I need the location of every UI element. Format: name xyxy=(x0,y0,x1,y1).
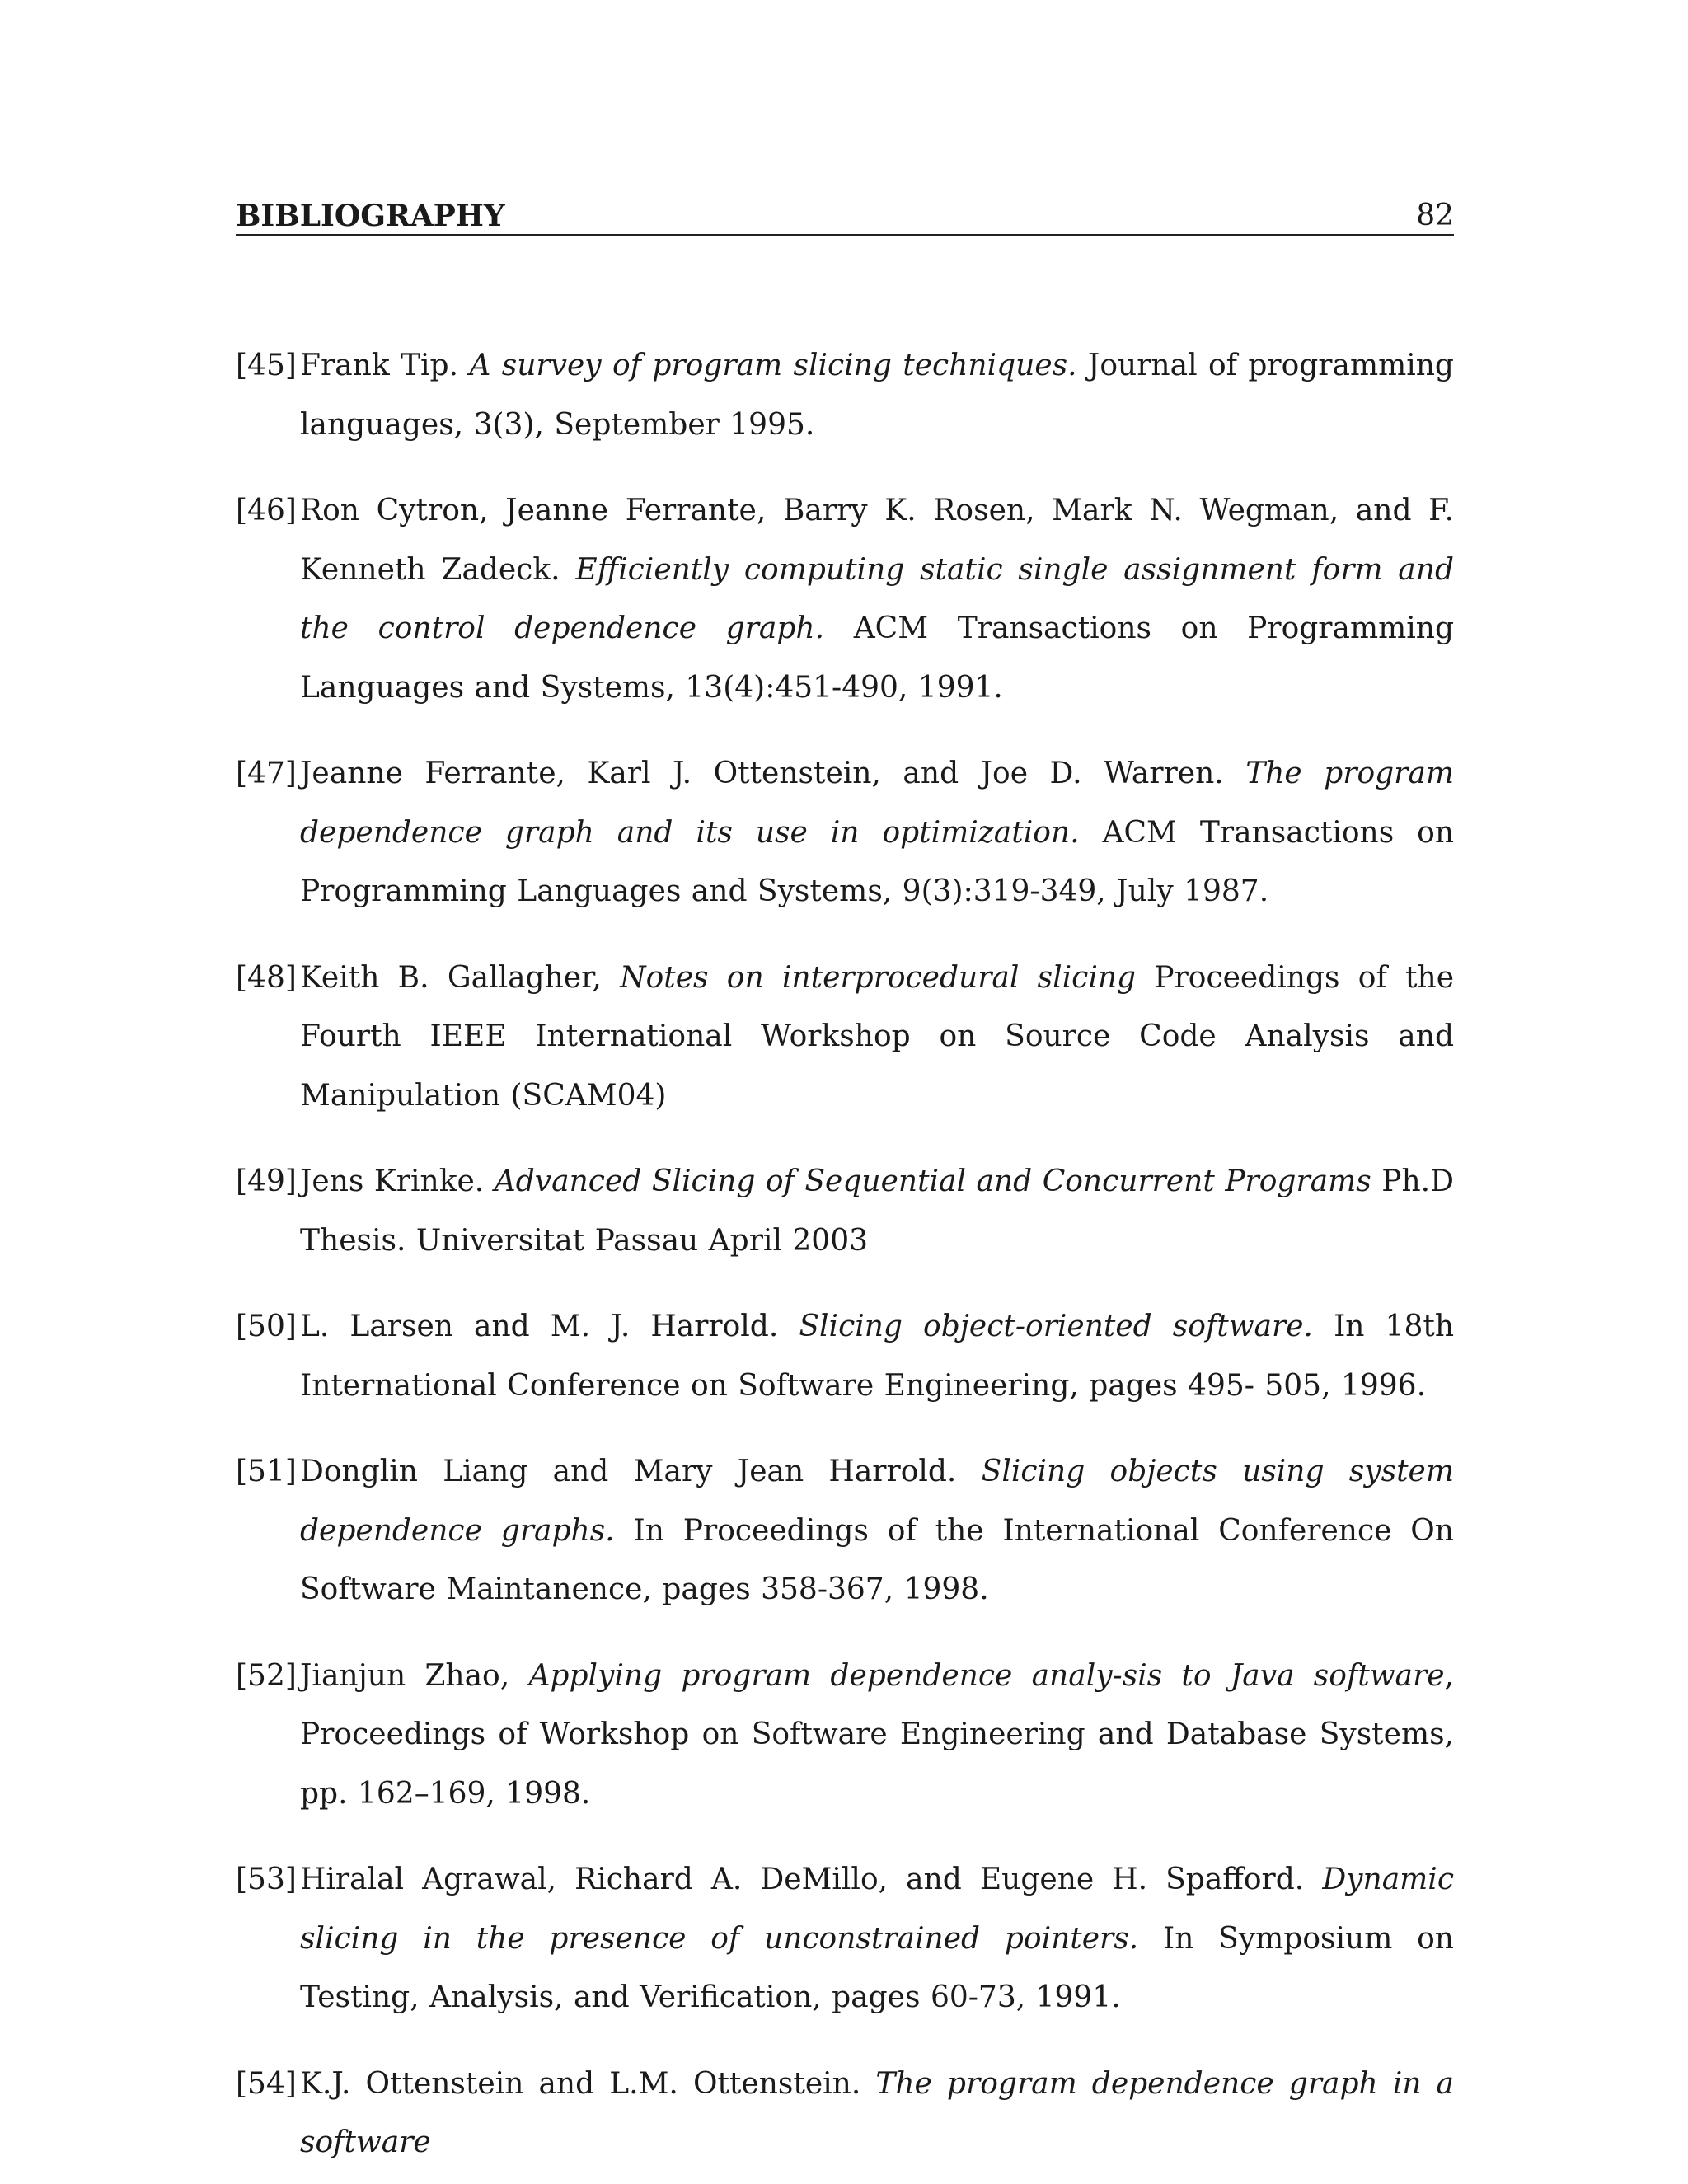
bib-title: Advanced Slicing of Sequential and Concurrent Programs xyxy=(494,1165,1372,1198)
bib-title: Dynamic slicing in the presence of unconstrained pointers. xyxy=(300,1863,1454,1956)
running-header xyxy=(236,198,1454,236)
bib-title: A survey of program slicing techniques. xyxy=(469,349,1077,382)
bib-authors: Keith B. Gallagher, xyxy=(300,960,602,995)
bib-venue: In Proceedings of the International Conference On Software Maintanence, pages 358-367, 1998. xyxy=(300,1513,1454,1606)
bib-entry-51 xyxy=(236,1442,1454,1619)
bib-entry-52 xyxy=(236,1647,1454,1824)
bib-number: [54] xyxy=(236,2066,297,2101)
bib-venue: ACM Transactions on Programming Languages and Systems, 13(4):451-490, 1991. xyxy=(300,612,1454,705)
bib-authors: Donglin Liang and Mary Jean Harrold. xyxy=(300,1455,957,1488)
page-number: 82 xyxy=(1416,199,1454,232)
bib-number: [53] xyxy=(236,1863,297,1896)
bib-number: [49] xyxy=(236,1165,297,1198)
bib-number: [52] xyxy=(236,1658,297,1693)
bib-venue: Proceedings of the Fourth IEEE International Workshop on Source Code Analysis and Manipulation (SCAM04) xyxy=(300,960,1454,1113)
bib-entry-54 xyxy=(236,2055,1454,2172)
bib-authors: Hiralal Agrawal, Richard A. DeMillo, and Eugene H. Spafford. xyxy=(300,1863,1305,1896)
bib-authors: K.J. Ottenstein and L.M. Ottenstein. xyxy=(300,2066,861,2101)
bib-venue: ACM Transactions on Programming Languages and Systems, 9(3):319-349, July 1987. xyxy=(300,815,1455,908)
bib-entry-45 xyxy=(236,336,1454,454)
bib-authors: Jens Krinke. xyxy=(300,1165,485,1198)
bib-authors: Frank Tip. xyxy=(300,349,459,382)
bib-number: [46] xyxy=(236,494,297,527)
bib-authors: L. Larsen and M. J. Harrold. xyxy=(300,1310,779,1343)
bib-number: [47] xyxy=(236,757,297,790)
bib-title: Slicing object-oriented software. xyxy=(799,1310,1313,1343)
header-title: BIBLIOGRAPHY xyxy=(236,199,505,233)
bib-entry-47 xyxy=(236,744,1454,921)
bib-entry-48 xyxy=(236,949,1454,1126)
bib-authors: Jianjun Zhao, xyxy=(300,1658,510,1693)
bib-venue: In Symposium on Testing, Analysis, and Verification, pages 60-73, 1991. xyxy=(300,1921,1454,2014)
bib-number: [50] xyxy=(236,1310,297,1343)
bib-entry-49 xyxy=(236,1152,1454,1270)
bib-venue: Ph.D Thesis. Universitat Passau April 2003 xyxy=(300,1165,1454,1258)
bib-venue: In 18th International Conference on Software Engineering, pages 495- 505, 1996. xyxy=(300,1310,1455,1403)
bib-title: Notes on interprocedural slicing xyxy=(620,960,1137,995)
bib-entry-53 xyxy=(236,1850,1454,2027)
bib-entry-46 xyxy=(236,481,1454,717)
bib-number: [45] xyxy=(236,349,297,382)
bib-title: Slicing objects using system dependence graphs. xyxy=(300,1455,1454,1548)
bib-title: Efficiently computing static single assignment form and the control dependence graph. xyxy=(300,552,1454,645)
bib-venue: , Proceedings of Workshop on Software Engineering and Database Systems, pp. 162–169, 1998. xyxy=(300,1658,1454,1811)
bib-title: The program dependence graph in a software xyxy=(300,2066,1455,2159)
bib-number: [48] xyxy=(236,960,297,995)
bib-number: [51] xyxy=(236,1455,297,1488)
bib-venue: Journal of programming languages, 3(3), September 1995. xyxy=(300,349,1454,442)
bib-title: Applying program dependence analy-sis to Java software xyxy=(528,1658,1445,1693)
bib-entry-50 xyxy=(236,1297,1454,1415)
bibliography-list xyxy=(236,336,1454,2172)
bib-authors: Jeanne Ferrante, Karl J. Ottenstein, and Joe D. Warren. xyxy=(300,757,1224,790)
bib-authors: Ron Cytron, Jeanne Ferrante, Barry K. Rosen, Mark N. Wegman, and F. Kenneth Zadeck. xyxy=(300,494,1454,587)
bib-title: The program dependence graph and its use in optimization. xyxy=(300,757,1454,850)
